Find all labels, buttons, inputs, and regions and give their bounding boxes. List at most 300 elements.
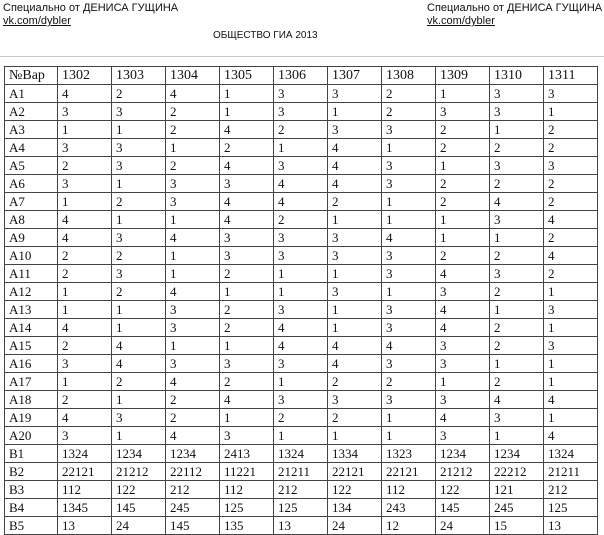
table-row (5, 445, 598, 463)
answer-cell: 3 (220, 247, 274, 265)
answer-cell: 2 (328, 409, 382, 427)
answer-cell: 1 (382, 193, 436, 211)
answer-cell: 2 (490, 337, 544, 355)
answer-cell: 4 (274, 319, 328, 337)
task-label: А13 (5, 301, 58, 319)
answer-cell: 2 (274, 121, 328, 139)
answer-cell: 2413 (220, 445, 274, 463)
answer-cell: 1 (382, 409, 436, 427)
task-label: А9 (5, 229, 58, 247)
answer-cell: 1 (274, 427, 328, 445)
answer-cell: 2 (436, 175, 490, 193)
answer-cell: 24 (436, 517, 490, 535)
answer-cell: 3 (112, 139, 166, 157)
answer-cell: 2 (58, 391, 112, 409)
answer-cell: 1 (544, 409, 598, 427)
answer-cell: 3 (58, 355, 112, 373)
answer-cell: 2 (490, 139, 544, 157)
answer-cell: 134 (328, 499, 382, 517)
answer-cell: 1 (58, 193, 112, 211)
variant-header: 1302 (58, 67, 112, 85)
table-row (5, 283, 598, 301)
vk-link[interactable]: vk.com/dybler (3, 15, 71, 27)
answer-cell: 4 (58, 211, 112, 229)
answer-cell: 4 (328, 355, 382, 373)
answer-cell: 1323 (382, 445, 436, 463)
answer-cell: 4 (328, 337, 382, 355)
task-label: А8 (5, 211, 58, 229)
answer-cell: 3 (274, 247, 328, 265)
task-label: В3 (5, 481, 58, 499)
answer-cell: 4 (490, 391, 544, 409)
answer-cell: 212 (166, 481, 220, 499)
answer-cell: 3 (274, 355, 328, 373)
answer-cell: 3 (58, 139, 112, 157)
answer-cell: 2 (58, 247, 112, 265)
answer-cell: 3 (382, 175, 436, 193)
answer-cell: 1 (328, 211, 382, 229)
answer-cell: 2 (544, 265, 598, 283)
answer-cell: 112 (220, 481, 274, 499)
answer-cell: 1 (544, 373, 598, 391)
answer-cell: 4 (112, 355, 166, 373)
answer-cell: 1 (382, 283, 436, 301)
variant-header: 1305 (220, 67, 274, 85)
task-label: А5 (5, 157, 58, 175)
author-credit: Специально от ДЕНИСА ГУЩИНА (427, 2, 603, 14)
answer-cell: 243 (382, 499, 436, 517)
answer-cell: 145 (436, 499, 490, 517)
answer-cell: 1 (490, 301, 544, 319)
answer-cell: 4 (274, 337, 328, 355)
answer-cell: 4 (58, 319, 112, 337)
answer-cell: 22121 (382, 463, 436, 481)
table-row (5, 517, 598, 535)
answer-cell: 4 (220, 193, 274, 211)
answer-cell: 3 (436, 355, 490, 373)
table-row (5, 193, 598, 211)
answer-cell: 2 (328, 193, 382, 211)
answer-cell: 1 (220, 337, 274, 355)
answer-cell: 2 (274, 409, 328, 427)
answer-cell: 3 (328, 247, 382, 265)
answer-cell: 1 (166, 139, 220, 157)
answer-cell: 3 (544, 301, 598, 319)
answer-cell: 2 (328, 373, 382, 391)
vk-link[interactable]: vk.com/dybler (427, 15, 495, 27)
answer-cell: 3 (436, 391, 490, 409)
answer-cell: 3 (328, 121, 382, 139)
table-row (5, 319, 598, 337)
table-row (5, 355, 598, 373)
answer-cell: 2 (382, 103, 436, 121)
divider (0, 56, 604, 57)
answer-cell: 2 (544, 175, 598, 193)
answer-cell: 2 (166, 157, 220, 175)
answer-cell: 1 (166, 247, 220, 265)
answer-cell: 1324 (58, 445, 112, 463)
answer-cell: 122 (436, 481, 490, 499)
answer-cell: 1 (112, 121, 166, 139)
answer-cell: 3 (490, 85, 544, 103)
answer-cell: 4 (166, 229, 220, 247)
answer-cell: 3 (436, 283, 490, 301)
answer-cell: 4 (328, 175, 382, 193)
answer-cell: 2 (274, 211, 328, 229)
answer-cell: 3 (328, 283, 382, 301)
table-row (5, 373, 598, 391)
answer-cell: 4 (166, 427, 220, 445)
table-row (5, 211, 598, 229)
answer-cell: 1 (112, 175, 166, 193)
answer-cell: 3 (166, 319, 220, 337)
answer-cell: 2 (166, 391, 220, 409)
answer-cell: 3 (112, 103, 166, 121)
answer-cell: 4 (544, 247, 598, 265)
answer-table (4, 66, 598, 535)
answer-cell: 1 (544, 283, 598, 301)
task-label: А3 (5, 121, 58, 139)
answer-cell: 21212 (112, 463, 166, 481)
answer-cell: 1 (436, 157, 490, 175)
answer-cell: 4 (166, 85, 220, 103)
answer-cell: 2 (436, 247, 490, 265)
table-row (5, 139, 598, 157)
answer-cell: 2 (490, 247, 544, 265)
answer-cell: 2 (220, 373, 274, 391)
answer-cell: 3 (382, 355, 436, 373)
answer-cell: 2 (166, 103, 220, 121)
answer-cell: 11221 (220, 463, 274, 481)
answer-cell: 3 (544, 157, 598, 175)
answer-cell: 4 (436, 301, 490, 319)
answer-cell: 2 (436, 121, 490, 139)
task-label: А4 (5, 139, 58, 157)
answer-cell: 4 (274, 193, 328, 211)
answer-cell: 1 (58, 283, 112, 301)
table-row (5, 427, 598, 445)
answer-cell: 13 (274, 517, 328, 535)
answer-cell: 145 (112, 499, 166, 517)
answer-cell: 2 (544, 121, 598, 139)
answer-cell: 2 (220, 319, 274, 337)
answer-cell: 1 (274, 283, 328, 301)
answer-cell: 1334 (328, 445, 382, 463)
table-row (5, 409, 598, 427)
task-label: А17 (5, 373, 58, 391)
header-right (427, 2, 602, 28)
task-label: А2 (5, 103, 58, 121)
answer-cell: 2 (544, 139, 598, 157)
answer-cell: 4 (220, 121, 274, 139)
answer-cell: 4 (436, 409, 490, 427)
task-label: А11 (5, 265, 58, 283)
header-left (3, 2, 178, 28)
answer-cell: 1324 (274, 445, 328, 463)
answer-cell: 3 (166, 355, 220, 373)
answer-cell: 3 (274, 301, 328, 319)
answer-cell: 1 (436, 85, 490, 103)
answer-cell: 3 (490, 211, 544, 229)
table-row (5, 175, 598, 193)
answer-cell: 1 (328, 319, 382, 337)
answer-cell: 4 (58, 85, 112, 103)
answer-cell: 4 (166, 283, 220, 301)
answer-cell: 4 (274, 175, 328, 193)
answer-cell: 4 (544, 211, 598, 229)
page-title: ОБЩЕСТВО ГИА 2013 (213, 30, 318, 41)
answer-cell: 3 (328, 85, 382, 103)
answer-cell: 4 (382, 229, 436, 247)
answer-cell: 125 (544, 499, 598, 517)
table-row (5, 121, 598, 139)
answer-cell: 1 (220, 103, 274, 121)
answer-cell: 3 (220, 175, 274, 193)
answer-cell: 125 (274, 499, 328, 517)
answer-cell: 1 (544, 103, 598, 121)
task-label: А18 (5, 391, 58, 409)
answer-cell: 24 (112, 517, 166, 535)
answer-cell: 4 (436, 319, 490, 337)
answer-cell: 1 (328, 103, 382, 121)
answer-cell: 1 (274, 265, 328, 283)
table-row (5, 463, 598, 481)
answer-cell: 24 (328, 517, 382, 535)
answer-cell: 212 (544, 481, 598, 499)
answer-cell: 1 (490, 355, 544, 373)
answer-cell: 4 (220, 157, 274, 175)
answer-cell: 3 (436, 103, 490, 121)
answer-cell: 2 (220, 265, 274, 283)
answer-cell: 1 (490, 229, 544, 247)
table-row (5, 157, 598, 175)
answer-cell: 2 (166, 121, 220, 139)
variant-header: 1306 (274, 67, 328, 85)
answer-cell: 1 (382, 427, 436, 445)
answer-cell: 1 (328, 265, 382, 283)
task-label: А7 (5, 193, 58, 211)
table-body (5, 85, 598, 535)
answer-cell: 1 (112, 301, 166, 319)
answer-cell: 4 (58, 229, 112, 247)
table-row (5, 499, 598, 517)
table-row (5, 85, 598, 103)
answer-cell: 2 (490, 175, 544, 193)
task-label: А20 (5, 427, 58, 445)
answer-cell: 4 (220, 211, 274, 229)
answer-cell: 3 (490, 157, 544, 175)
table-row (5, 103, 598, 121)
task-label: А1 (5, 85, 58, 103)
answer-cell: 1 (166, 337, 220, 355)
answer-cell: 1 (490, 121, 544, 139)
answer-cell: 22112 (166, 463, 220, 481)
answer-cell: 1234 (112, 445, 166, 463)
task-label: В4 (5, 499, 58, 517)
answer-cell: 3 (274, 157, 328, 175)
answer-cell: 4 (490, 193, 544, 211)
answer-cell: 2 (112, 283, 166, 301)
answer-cell: 2 (58, 337, 112, 355)
task-label: А6 (5, 175, 58, 193)
answer-cell: 3 (166, 193, 220, 211)
answer-cell: 4 (166, 373, 220, 391)
answer-cell: 3 (112, 409, 166, 427)
answer-cell: 2 (490, 373, 544, 391)
answer-cell: 2 (220, 301, 274, 319)
answer-cell: 2 (544, 193, 598, 211)
answer-cell: 22212 (490, 463, 544, 481)
answer-cell: 3 (382, 265, 436, 283)
answer-cell: 1 (544, 355, 598, 373)
answer-cell: 4 (436, 265, 490, 283)
answer-cell: 3 (544, 85, 598, 103)
answer-cell: 2 (544, 229, 598, 247)
answer-cell: 12 (382, 517, 436, 535)
answer-cell: 1 (58, 373, 112, 391)
answer-cell: 1324 (544, 445, 598, 463)
answer-cell: 1 (58, 301, 112, 319)
answer-cell: 135 (220, 517, 274, 535)
variant-header: 1310 (490, 67, 544, 85)
answer-cell: 4 (58, 409, 112, 427)
variant-header: 1304 (166, 67, 220, 85)
answer-cell: 212 (274, 481, 328, 499)
answer-cell: 3 (436, 427, 490, 445)
answer-cell: 1 (382, 139, 436, 157)
task-label: В2 (5, 463, 58, 481)
answer-cell: 1 (112, 391, 166, 409)
corner-header: №Вар (5, 67, 58, 85)
answer-cell: 3 (328, 391, 382, 409)
answer-cell: 13 (58, 517, 112, 535)
task-label: В5 (5, 517, 58, 535)
table-row (5, 391, 598, 409)
answer-cell: 3 (166, 175, 220, 193)
answer-cell: 1 (220, 85, 274, 103)
answer-cell: 2 (436, 139, 490, 157)
answer-cell: 3 (490, 265, 544, 283)
answer-cell: 4 (544, 391, 598, 409)
answer-cell: 1 (274, 373, 328, 391)
answer-cell: 3 (382, 247, 436, 265)
answer-cell: 1234 (436, 445, 490, 463)
table-row (5, 247, 598, 265)
answer-cell: 2 (220, 139, 274, 157)
answer-cell: 21211 (544, 463, 598, 481)
answer-cell: 3 (274, 229, 328, 247)
answer-cell: 3 (382, 391, 436, 409)
answer-cell: 121 (490, 481, 544, 499)
answer-cell: 4 (112, 337, 166, 355)
answer-cell: 2 (490, 283, 544, 301)
table-row (5, 481, 598, 499)
variant-header: 1311 (544, 67, 598, 85)
answer-cell: 2 (58, 265, 112, 283)
table-header-row (5, 67, 598, 85)
answer-cell: 1 (436, 229, 490, 247)
answer-cell: 3 (274, 85, 328, 103)
answer-cell: 122 (328, 481, 382, 499)
answer-cell: 1 (112, 427, 166, 445)
answer-cell: 1 (112, 319, 166, 337)
answer-cell: 2 (490, 319, 544, 337)
table-row (5, 337, 598, 355)
answer-cell: 1 (112, 211, 166, 229)
answer-cell: 1 (544, 319, 598, 337)
task-label: А16 (5, 355, 58, 373)
answer-cell: 1 (166, 265, 220, 283)
task-label: А12 (5, 283, 58, 301)
answer-cell: 1345 (58, 499, 112, 517)
answer-cell: 3 (544, 337, 598, 355)
answer-cell: 4 (544, 427, 598, 445)
task-label: А10 (5, 247, 58, 265)
answer-cell: 245 (166, 499, 220, 517)
answer-cell: 21212 (436, 463, 490, 481)
answer-cell: 3 (274, 103, 328, 121)
answer-cell: 2 (436, 193, 490, 211)
task-label: А14 (5, 319, 58, 337)
answer-cell: 122 (112, 481, 166, 499)
answer-cell: 1 (220, 409, 274, 427)
answer-cell: 2 (382, 85, 436, 103)
answer-cell: 3 (58, 175, 112, 193)
answer-cell: 3 (166, 301, 220, 319)
answer-cell: 3 (112, 229, 166, 247)
table-row (5, 265, 598, 283)
answer-cell: 2 (112, 373, 166, 391)
answer-cell: 3 (382, 121, 436, 139)
answer-cell: 3 (490, 409, 544, 427)
answer-cell: 145 (166, 517, 220, 535)
answer-cell: 3 (58, 103, 112, 121)
answer-cell: 2 (112, 193, 166, 211)
answer-cell: 112 (58, 481, 112, 499)
answer-cell: 2 (382, 373, 436, 391)
author-credit: Специально от ДЕНИСА ГУЩИНА (3, 2, 179, 14)
answer-cell: 245 (490, 499, 544, 517)
answer-cell: 112 (382, 481, 436, 499)
answer-cell: 4 (328, 157, 382, 175)
variant-header: 1307 (328, 67, 382, 85)
table-row (5, 301, 598, 319)
table-row (5, 229, 598, 247)
answer-cell: 2 (166, 409, 220, 427)
answer-cell: 3 (220, 427, 274, 445)
answer-cell: 3 (220, 355, 274, 373)
answer-cell: 3 (112, 157, 166, 175)
answer-cell: 4 (382, 337, 436, 355)
task-label: А15 (5, 337, 58, 355)
answer-cell: 1 (436, 373, 490, 391)
answer-cell: 3 (382, 319, 436, 337)
answer-cell: 2 (58, 157, 112, 175)
answer-cell: 1 (166, 211, 220, 229)
answer-cell: 15 (490, 517, 544, 535)
task-label: А19 (5, 409, 58, 427)
answer-cell: 4 (220, 391, 274, 409)
answer-cell: 3 (220, 229, 274, 247)
answer-cell: 3 (112, 265, 166, 283)
answer-cell: 1 (274, 139, 328, 157)
answer-cell: 22121 (328, 463, 382, 481)
answer-cell: 2 (112, 85, 166, 103)
variant-header: 1309 (436, 67, 490, 85)
answer-cell: 1 (382, 211, 436, 229)
answer-cell: 125 (220, 499, 274, 517)
answer-cell: 1 (328, 301, 382, 319)
